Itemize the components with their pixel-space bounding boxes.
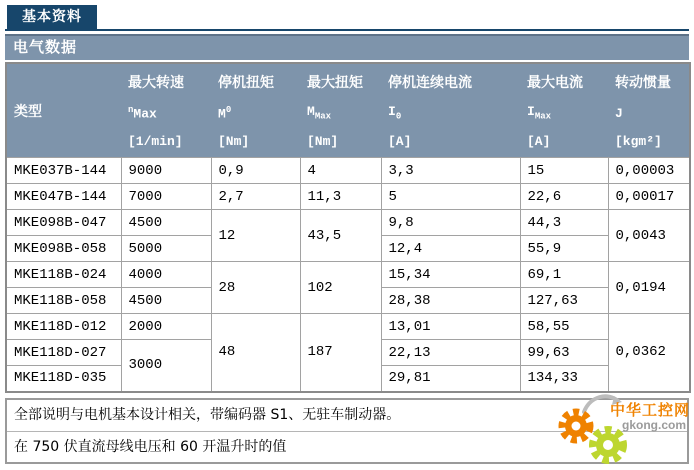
cell-speed: 4500 xyxy=(121,288,211,314)
col-header-max-torque: 最大扭矩 $M_{Max}$ [Nm] xyxy=(300,63,381,158)
cell-inertia-merged: 0,0043 xyxy=(608,210,690,262)
cell-i0: 29,81 xyxy=(381,366,520,392)
cell-m0: 2,7 xyxy=(211,184,300,210)
table-row xyxy=(6,262,690,288)
cell-speed: 5000 xyxy=(121,236,211,262)
cell-i0: 5 xyxy=(381,184,520,210)
cell-inertia-merged: 0,0362 xyxy=(608,314,690,392)
cell-speed: 2000 xyxy=(121,314,211,340)
cell-imax: 127,63 xyxy=(520,288,608,314)
table-row xyxy=(6,184,690,210)
col-header-max-speed: 最大转速 $^n$Max [1/min] xyxy=(121,63,211,158)
cell-model: MKE047B-144 xyxy=(6,184,121,210)
col-header-max-current: 最大电流 $I_{Max}$ [A] xyxy=(520,63,608,158)
cell-i0: 22,13 xyxy=(381,340,520,366)
cell-speed: 9000 xyxy=(121,158,211,184)
cell-mmax-merged: 187 xyxy=(300,314,381,392)
cell-model: MKE098B-047 xyxy=(6,210,121,236)
cell-mmax: 11,3 xyxy=(300,184,381,210)
tab-basic-info[interactable]: 基本资料 xyxy=(7,5,97,29)
cell-mmax-merged: 102 xyxy=(300,262,381,314)
cell-speed: 4000 xyxy=(121,262,211,288)
cell-model: MKE118D-027 xyxy=(6,340,121,366)
cell-model: MKE098B-058 xyxy=(6,236,121,262)
cell-m0-merged: 48 xyxy=(211,314,300,392)
col-header-standstill-current: 停机连续电流 $I_0$ [A] xyxy=(381,63,520,158)
col-header-standstill-torque: 停机扭矩 $M^0$ [Nm] xyxy=(211,63,300,158)
cell-speed: 4500 xyxy=(121,210,211,236)
cell-i0: 9,8 xyxy=(381,210,520,236)
cell-m0-merged: 28 xyxy=(211,262,300,314)
col-header-inertia: 转动惯量 J [kgm²] xyxy=(608,63,690,158)
cell-model: MKE118D-012 xyxy=(6,314,121,340)
green-gear-icon xyxy=(594,431,622,459)
cell-speed: 7000 xyxy=(121,184,211,210)
table-row xyxy=(6,158,690,184)
col-header-type: 类型 xyxy=(6,63,121,158)
tab-underline xyxy=(5,29,689,31)
watermark-site-name: 中华工控网 xyxy=(609,401,690,419)
cell-imax: 99,63 xyxy=(520,340,608,366)
orange-gear-icon xyxy=(563,413,589,439)
table-row xyxy=(6,314,690,340)
cell-m0-merged: 12 xyxy=(211,210,300,262)
watermark-site-url: gkong.com xyxy=(621,418,686,432)
table-row xyxy=(6,210,690,236)
cell-imax: 15 xyxy=(520,158,608,184)
table-header-row xyxy=(6,63,690,158)
cell-imax: 58,55 xyxy=(520,314,608,340)
cell-imax: 55,9 xyxy=(520,236,608,262)
motor-spec-table xyxy=(5,62,691,393)
cell-model: MKE118B-058 xyxy=(6,288,121,314)
cell-imax: 22,6 xyxy=(520,184,608,210)
cell-model: MKE037B-144 xyxy=(6,158,121,184)
cell-imax: 69,1 xyxy=(520,262,608,288)
cell-mmax: 4 xyxy=(300,158,381,184)
cell-i0: 15,34 xyxy=(381,262,520,288)
cell-i0: 13,01 xyxy=(381,314,520,340)
cell-m0: 0,9 xyxy=(211,158,300,184)
cell-imax: 134,33 xyxy=(520,366,608,392)
cell-i0: 12,4 xyxy=(381,236,520,262)
cell-model: MKE118B-024 xyxy=(6,262,121,288)
section-header-electrical-data: 电气数据 xyxy=(5,34,689,60)
cell-inertia: 0,00017 xyxy=(608,184,690,210)
cell-i0: 28,38 xyxy=(381,288,520,314)
cell-speed-merged: 3000 xyxy=(121,340,211,392)
cell-mmax-merged: 43,5 xyxy=(300,210,381,262)
cell-model: MKE118D-035 xyxy=(6,366,121,392)
cell-i0: 3,3 xyxy=(381,158,520,184)
cell-inertia: 0,00003 xyxy=(608,158,690,184)
cell-inertia-merged: 0,0194 xyxy=(608,262,690,314)
footnote-1: 全部说明与电机基本设计相关，带编码器 S1、无驻车制动器。 xyxy=(14,407,401,423)
footnote-2: 在 750 伏直流母线电压和 60 开温升时的值 xyxy=(7,431,687,462)
gkong-watermark-logo xyxy=(554,388,694,468)
cell-imax: 44,3 xyxy=(520,210,608,236)
